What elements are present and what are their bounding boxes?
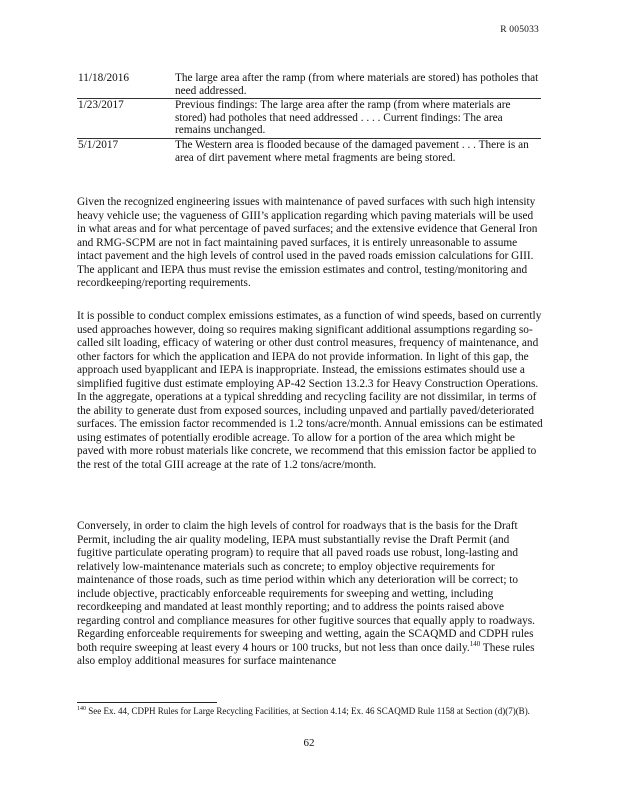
page-number: 62: [303, 737, 315, 749]
paragraph-roadway-controls-text: Conversely, in order to claim the high levels of control for roadways that is the basis for the Draft Permit, including the air quality modeling, IEPA must substantially revise the Draft Permit (and fugitive particulate operating program) to require that all paved roads use robust, long-lasting and relatively low-maintenance materials such as concrete; to employ objective requirements for maintenance of those roads, such as time period within which any deterioration will be correct; to include objective, practicably enforceable requirements for sweeping and wetting, including recordkeeping and mandated at least monthly reporting; and to address the points raised above regarding control and compliance measures for other fugitive sources that equally apply to roadways. Regarding enforceable requirements for sweeping and wetting, again the SCAQMD and CDPH rules both require sweeping at least every 4 hours or 100 trucks, but not less than once daily.: [77, 520, 535, 654]
finding-date: 11/18/2016: [78, 72, 130, 84]
finding-date: 1/23/2017: [77, 99, 173, 139]
finding-text: The large area after the ramp (from where materials are stored) has potholes that need addressed.: [175, 72, 539, 97]
paragraph-roadway-controls: [77, 520, 543, 669]
paragraph-roadway-controls-tail: These rules also employ additional measures for surface maintenance: [77, 641, 535, 667]
finding-date: 5/1/2017: [77, 138, 173, 165]
finding-text: The Western area is flooded because of the damaged pavement . . . There is an area of dirt pavement where metal fragments are being stored.: [173, 138, 541, 165]
paragraph-paved-surfaces: Given the recognized engineering issues with maintenance of paved surfaces with such high intensity heavy vehicle use; the vagueness of GIII’s application regarding which paving materials will be used in what areas and for what percentage of paved surfaces; and the extensive evidence that General Iron and RMG-SCPM are not in fact maintaining paved surfaces, it is entirely unreasonable to assume intact pavement and the high levels of control used in the paved roads emission calculations for GIII. The applicant and IEPA thus must revise the emission estimates and control, testing/monitoring and recordkeeping/reporting requirements.: [77, 196, 538, 289]
footnote-text: See Ex. 44, CDPH Rules for Large Recycling Facilities, at Section 4.14; Ex. 46 SCAQMD Rule 1158 at Section (d)(7)(B).: [86, 706, 530, 716]
paragraph-emissions-estimates: It is possible to conduct complex emissions estimates, as a function of wind speeds, based on currently used approaches however, doing so requires making significant additional assumptions regarding so-called silt loading, efficacy of watering or other dust control measures, frequency of maintenance, and other factors for which the application and IEPA do not provide information. In light of this gap, the approach used byapplicant and IEPA is inappropriate. Instead, the emissions estimates should use a simplified fugitive dust estimate employing AP-42 Section 13.2.3 for Heavy Construction Operations. In the aggregate, operations at a typical shredding and recycling facility are not dissimilar, in terms of the ability to generate dust from exposed sources, including unpaved and partially paved/deteriorated surfaces. The emission factor recommended is 1.2 tons/acre/month. Annual emissions can be estimated using estimates of potentially erodible acreage. To allow for a portion of the area which might be paved with more robust materials like concrete, we recommend that this emission factor be applied to the rest of the total GIII acreage at the rate of 1.2 tons/acre/month.: [77, 310, 543, 471]
table-row: [77, 99, 541, 139]
footnote-divider: [77, 702, 217, 703]
findings-table: [77, 71, 541, 165]
footnote-number: 140: [77, 706, 86, 712]
table-row: [77, 71, 541, 99]
bates-number: R 005033: [500, 25, 539, 35]
table-row: [77, 138, 541, 165]
footnote-reference[interactable]: 140: [469, 639, 481, 648]
finding-text: Previous findings: The large area after the ramp (from where materials are stored) had potholes that need addressed . . . . Current findings: The area remains unchanged.: [173, 99, 541, 139]
footnote: [77, 706, 543, 717]
